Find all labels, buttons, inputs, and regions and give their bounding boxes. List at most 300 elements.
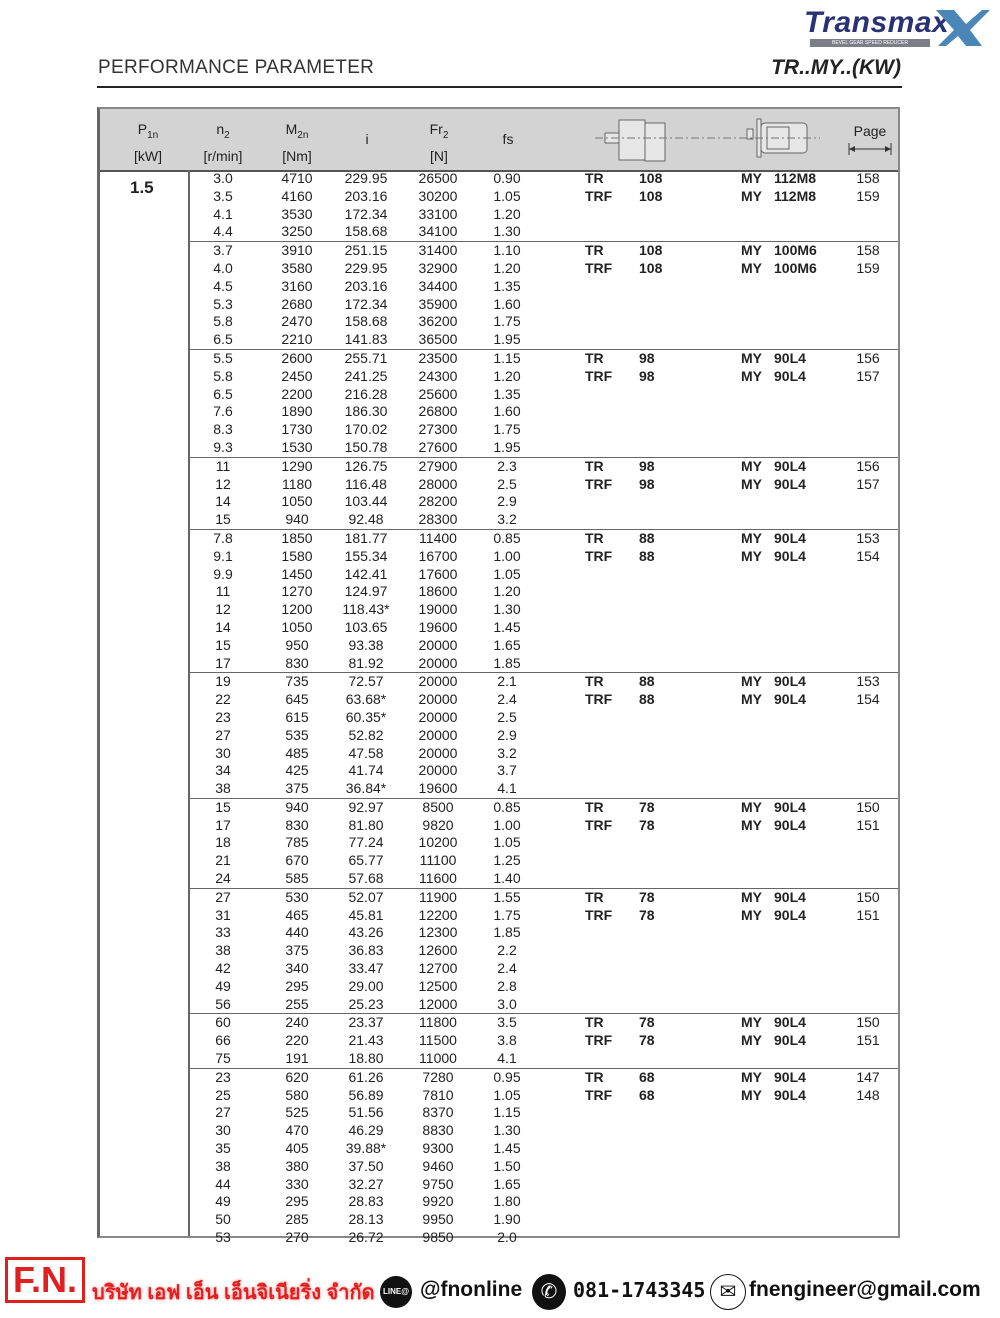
cell-fs: 1.95 <box>493 331 521 348</box>
cell-ratio: 181.77 <box>344 529 388 546</box>
cell-n2: 11 <box>215 457 231 474</box>
table-row <box>188 1069 898 1087</box>
cell-fs: 1.35 <box>493 277 521 294</box>
cell-ratio: 32.27 <box>348 1175 384 1192</box>
motor-model: 90L4 <box>774 691 806 708</box>
motor-type: MY <box>741 906 762 923</box>
table-row <box>188 817 898 835</box>
cell-n2: 7.6 <box>213 403 233 420</box>
cell-fr2: 28300 <box>418 511 458 528</box>
table-row <box>188 601 898 619</box>
cell-fs: 1.20 <box>493 259 521 276</box>
cell-n2: 3.0 <box>213 170 233 186</box>
motor-type: MY <box>741 673 762 690</box>
cell-fs: 1.45 <box>493 1140 521 1157</box>
table-row <box>188 996 898 1014</box>
reducer-size: 88 <box>639 691 655 708</box>
cell-fr2: 7810 <box>422 1086 454 1103</box>
col-page: Page <box>853 123 887 139</box>
cell-m2n: 2450 <box>281 367 313 384</box>
table-row <box>188 403 898 421</box>
table-row <box>188 1104 898 1122</box>
page-link[interactable]: 156 <box>856 349 880 366</box>
page-link[interactable]: 150 <box>856 1014 880 1031</box>
cell-m2n: 340 <box>285 960 309 977</box>
ratio-group <box>188 799 898 889</box>
cell-n2: 15 <box>215 511 231 528</box>
cell-ratio: 56.89 <box>348 1086 384 1103</box>
cell-fr2: 8370 <box>422 1104 454 1121</box>
cell-fr2: 26500 <box>418 170 458 186</box>
cell-n2: 35 <box>215 1140 231 1157</box>
cell-ratio: 63.68* <box>345 691 387 708</box>
reducer-type: TR <box>585 1068 604 1085</box>
cell-m2n: 295 <box>285 1193 309 1210</box>
table-row <box>188 548 898 566</box>
reducer-size: 78 <box>639 1014 655 1031</box>
cell-n2: 44 <box>215 1175 231 1192</box>
table-row <box>188 170 898 188</box>
cell-m2n: 470 <box>285 1122 309 1139</box>
cell-n2: 22 <box>215 691 231 708</box>
col-p1n: $P_{1n}$ [kW] <box>134 121 162 164</box>
line-icon: LINE@ <box>380 1276 412 1308</box>
cell-ratio: 23.37 <box>348 1014 384 1031</box>
cell-m2n: 530 <box>285 888 309 905</box>
cell-n2: 27 <box>215 888 231 905</box>
reducer-size: 108 <box>639 170 663 186</box>
cell-m2n: 1450 <box>281 565 313 582</box>
cell-m2n: 670 <box>285 852 309 869</box>
page-link[interactable]: 156 <box>856 457 880 474</box>
cell-n2: 14 <box>215 493 231 510</box>
cell-m2n: 3160 <box>281 277 313 294</box>
motor-type: MY <box>741 888 762 905</box>
table-row <box>188 331 898 349</box>
table-row <box>188 907 898 925</box>
cell-m2n: 255 <box>285 995 309 1012</box>
cell-n2: 3.7 <box>213 242 233 259</box>
reducer-type: TRF <box>585 475 613 492</box>
cell-ratio: 186.30 <box>344 403 388 420</box>
table-row <box>188 655 898 673</box>
cell-ratio: 36.84* <box>345 780 387 797</box>
cell-m2n: 4710 <box>281 170 313 186</box>
cell-fs: 1.65 <box>493 636 521 653</box>
cell-m2n: 620 <box>285 1068 309 1085</box>
reducer-type: TR <box>585 529 604 546</box>
cell-fr2: 35900 <box>418 295 458 312</box>
motor-type: MY <box>741 187 762 204</box>
page-link[interactable]: 150 <box>856 888 880 905</box>
cell-n2: 49 <box>215 1193 231 1210</box>
cell-ratio: 25.23 <box>348 995 384 1012</box>
cell-fr2: 20000 <box>418 726 458 743</box>
cell-n2: 6.5 <box>213 385 233 402</box>
reducer-type: TRF <box>585 1032 613 1049</box>
motor-type: MY <box>741 529 762 546</box>
page-link[interactable]: 153 <box>856 673 880 690</box>
cell-ratio: 61.26 <box>348 1068 384 1085</box>
reducer-type: TR <box>585 888 604 905</box>
cell-n2: 12 <box>215 601 231 618</box>
cell-fr2: 17600 <box>418 565 458 582</box>
cell-ratio: 47.58 <box>348 744 384 761</box>
cell-fs: 1.75 <box>493 906 521 923</box>
cell-n2: 4.5 <box>213 277 233 294</box>
cell-n2: 49 <box>215 977 231 994</box>
cell-fs: 1.45 <box>493 618 521 635</box>
cell-n2: 27 <box>215 726 231 743</box>
table-row <box>188 960 898 978</box>
motor-model: 90L4 <box>774 529 806 546</box>
cell-n2: 9.9 <box>213 565 233 582</box>
reducer-size: 98 <box>639 457 655 474</box>
cell-n2: 25 <box>215 1086 231 1103</box>
reducer-type: TR <box>585 170 604 186</box>
cell-ratio: 72.57 <box>348 673 384 690</box>
phone-number[interactable]: 081-1743345 <box>573 1278 706 1302</box>
cell-m2n: 1730 <box>281 421 313 438</box>
cell-fr2: 32900 <box>418 259 458 276</box>
motor-type: MY <box>741 1086 762 1103</box>
cell-ratio: 81.80 <box>348 816 384 833</box>
cell-n2: 12 <box>215 475 231 492</box>
cell-fs: 2.5 <box>497 708 517 725</box>
motor-type: MY <box>741 816 762 833</box>
email-address[interactable]: fnengineer@gmail.com <box>749 1278 981 1301</box>
motor-model: 90L4 <box>774 1086 806 1103</box>
reducer-size: 78 <box>639 798 655 815</box>
cell-ratio: 52.07 <box>348 888 384 905</box>
cell-fs: 1.30 <box>493 1122 521 1139</box>
cell-n2: 9.1 <box>213 547 233 564</box>
cell-m2n: 645 <box>285 691 309 708</box>
motor-type: MY <box>741 259 762 276</box>
cell-fr2: 26800 <box>418 403 458 420</box>
motor-model: 90L4 <box>774 457 806 474</box>
cell-fs: 2.4 <box>497 960 517 977</box>
cell-fs: 1.75 <box>493 421 521 438</box>
cell-ratio: 46.29 <box>348 1122 384 1139</box>
cell-n2: 21 <box>215 852 231 869</box>
cell-m2n: 375 <box>285 780 309 797</box>
reducer-type: TR <box>585 798 604 815</box>
page-link[interactable]: 151 <box>856 906 880 923</box>
motor-model: 90L4 <box>774 798 806 815</box>
model-code: TR..MY..(KW) <box>771 56 901 79</box>
motor-model: 90L4 <box>774 367 806 384</box>
table-row <box>188 834 898 852</box>
cell-fr2: 25600 <box>418 385 458 402</box>
cell-m2n: 585 <box>285 870 309 887</box>
motor-model: 100M6 <box>774 259 817 276</box>
cell-m2n: 830 <box>285 816 309 833</box>
page-arrow-icon <box>848 143 892 155</box>
page-link[interactable]: 159 <box>856 187 880 204</box>
reducer-type: TRF <box>585 187 613 204</box>
page-link[interactable]: 154 <box>856 547 880 564</box>
motor-model: 90L4 <box>774 475 806 492</box>
cell-fs: 1.15 <box>493 1104 521 1121</box>
cell-fr2: 9750 <box>422 1175 454 1192</box>
motor-type: MY <box>741 798 762 815</box>
gearbox-motor-diagram-icon <box>595 115 825 165</box>
cell-fs: 0.90 <box>493 170 521 186</box>
reducer-type: TR <box>585 1014 604 1031</box>
cell-m2n: 380 <box>285 1157 309 1174</box>
cell-fs: 2.9 <box>497 726 517 743</box>
cell-fs: 2.5 <box>497 475 517 492</box>
page-link[interactable]: 150 <box>856 798 880 815</box>
cell-fs: 3.8 <box>497 1032 517 1049</box>
cell-m2n: 191 <box>285 1050 309 1067</box>
cell-m2n: 485 <box>285 744 309 761</box>
cell-fs: 1.85 <box>493 924 521 941</box>
cell-ratio: 255.71 <box>344 349 388 366</box>
cell-fr2: 11400 <box>419 529 457 546</box>
page-link[interactable]: 158 <box>856 170 880 186</box>
cell-fr2: 12000 <box>418 995 458 1012</box>
power-value: 1.5 <box>130 178 154 197</box>
cell-m2n: 220 <box>285 1032 309 1049</box>
cell-n2: 38 <box>215 780 231 797</box>
cell-fr2: 27300 <box>418 421 458 438</box>
ratio-group <box>188 1069 898 1247</box>
table-row <box>188 223 898 241</box>
table-row <box>188 1158 898 1176</box>
page-link[interactable]: 148 <box>856 1086 880 1103</box>
motor-type: MY <box>741 367 762 384</box>
motor-model: 90L4 <box>774 547 806 564</box>
cell-fs: 1.05 <box>493 187 521 204</box>
cell-ratio: 81.92 <box>348 654 384 671</box>
motor-model: 90L4 <box>774 1068 806 1085</box>
cell-n2: 38 <box>215 942 231 959</box>
cell-ratio: 65.77 <box>348 852 384 869</box>
reducer-type: TRF <box>585 547 613 564</box>
table-row <box>188 727 898 745</box>
reducer-size: 98 <box>639 367 655 384</box>
cell-fs: 1.55 <box>493 888 521 905</box>
cell-fs: 3.2 <box>497 511 517 528</box>
cell-n2: 17 <box>215 816 231 833</box>
cell-n2: 23 <box>215 708 231 725</box>
table-row <box>188 206 898 224</box>
cell-ratio: 103.65 <box>344 618 388 635</box>
cell-m2n: 2210 <box>281 331 313 348</box>
line-id[interactable]: @fnonline <box>420 1278 523 1301</box>
cell-n2: 4.0 <box>213 259 233 276</box>
cell-fs: 2.0 <box>497 1229 517 1246</box>
cell-n2: 14 <box>215 618 231 635</box>
table-row <box>188 260 898 278</box>
cell-ratio: 229.95 <box>344 259 388 276</box>
cell-n2: 23 <box>215 1068 231 1085</box>
cell-fs: 1.25 <box>493 852 521 869</box>
cell-fs: 0.85 <box>493 798 521 815</box>
col-fs: fs <box>502 131 514 147</box>
cell-fr2: 20000 <box>418 654 458 671</box>
cell-ratio: 103.44 <box>344 493 388 510</box>
motor-model: 90L4 <box>774 1014 806 1031</box>
cell-n2: 24 <box>215 870 231 887</box>
page-link[interactable]: 158 <box>856 242 880 259</box>
reducer-size: 78 <box>639 888 655 905</box>
cell-fs: 1.05 <box>493 565 521 582</box>
cell-fs: 4.1 <box>497 780 517 797</box>
ratio-group <box>188 889 898 1015</box>
reducer-size: 98 <box>639 349 655 366</box>
cell-fr2: 10200 <box>418 834 458 851</box>
cell-fs: 1.80 <box>493 1193 521 1210</box>
table-row <box>188 1122 898 1140</box>
cell-fr2: 11600 <box>419 870 457 887</box>
cell-fr2: 27900 <box>418 457 458 474</box>
cell-n2: 9.3 <box>213 438 233 455</box>
table-row <box>188 942 898 960</box>
cell-ratio: 92.48 <box>348 511 384 528</box>
table-row <box>188 583 898 601</box>
cell-fr2: 12500 <box>418 977 458 994</box>
cell-m2n: 580 <box>285 1086 309 1103</box>
cell-fs: 1.20 <box>493 205 521 222</box>
cell-n2: 8.3 <box>213 421 233 438</box>
reducer-size: 68 <box>639 1068 655 1085</box>
cell-ratio: 60.35* <box>345 708 387 725</box>
table-row <box>188 637 898 655</box>
cell-ratio: 155.34 <box>344 547 388 564</box>
cell-fs: 1.20 <box>493 583 521 600</box>
cell-fs: 0.95 <box>493 1068 521 1085</box>
table-row <box>188 421 898 439</box>
table-row <box>188 619 898 637</box>
page-link[interactable]: 147 <box>856 1068 880 1085</box>
cell-fr2: 27600 <box>418 438 458 455</box>
cell-fs: 2.2 <box>497 942 517 959</box>
cell-ratio: 118.43* <box>342 601 390 618</box>
col-n2: $n_2$ [r/min] <box>203 121 243 164</box>
reducer-size: 98 <box>639 475 655 492</box>
cell-m2n: 1850 <box>281 529 313 546</box>
page-link[interactable]: 151 <box>856 1032 880 1049</box>
cell-ratio: 203.16 <box>344 187 388 204</box>
table-row <box>188 566 898 584</box>
table-row <box>188 1211 898 1229</box>
cell-fr2: 8500 <box>422 798 454 815</box>
page-link[interactable]: 157 <box>856 475 880 492</box>
cell-m2n: 425 <box>285 762 309 779</box>
cell-fs: 1.60 <box>493 295 521 312</box>
cell-m2n: 270 <box>285 1229 309 1246</box>
cell-m2n: 285 <box>285 1211 309 1228</box>
page-link[interactable]: 153 <box>856 529 880 546</box>
table-row <box>188 1032 898 1050</box>
cell-fs: 1.30 <box>493 601 521 618</box>
cell-fs: 1.05 <box>493 1086 521 1103</box>
cell-n2: 56 <box>215 995 231 1012</box>
cell-n2: 3.5 <box>213 187 233 204</box>
page-link[interactable]: 157 <box>856 367 880 384</box>
table-row <box>188 799 898 817</box>
reducer-size: 108 <box>639 242 663 259</box>
motor-type: MY <box>741 1032 762 1049</box>
page-title: PERFORMANCE PARAMETER <box>98 57 375 78</box>
cell-fr2: 36500 <box>418 331 458 348</box>
cell-n2: 7.8 <box>213 529 233 546</box>
motor-model: 90L4 <box>774 906 806 923</box>
cell-fr2: 8830 <box>422 1122 454 1139</box>
page-link[interactable]: 159 <box>856 259 880 276</box>
motor-type: MY <box>741 1068 762 1085</box>
cell-ratio: 28.13 <box>348 1211 384 1228</box>
cell-fs: 1.95 <box>493 438 521 455</box>
cell-n2: 34 <box>215 762 231 779</box>
cell-ratio: 18.80 <box>348 1050 384 1067</box>
reducer-size: 88 <box>639 529 655 546</box>
motor-type: MY <box>741 457 762 474</box>
motor-type: MY <box>741 547 762 564</box>
cell-ratio: 29.00 <box>348 977 384 994</box>
table-row <box>188 493 898 511</box>
cell-fs: 3.7 <box>497 762 517 779</box>
reducer-size: 78 <box>639 816 655 833</box>
cell-fs: 3.2 <box>497 744 517 761</box>
col-i: i <box>365 131 369 147</box>
cell-fr2: 12200 <box>418 906 458 923</box>
table-row <box>188 1176 898 1194</box>
table-row <box>188 476 898 494</box>
cell-n2: 38 <box>215 1157 231 1174</box>
cell-fr2: 16700 <box>418 547 458 564</box>
reducer-size: 88 <box>639 673 655 690</box>
reducer-type: TRF <box>585 1086 613 1103</box>
cell-n2: 19 <box>215 673 231 690</box>
cell-fr2: 24300 <box>418 367 458 384</box>
motor-model: 90L4 <box>774 1032 806 1049</box>
ratio-group <box>188 458 898 530</box>
cell-m2n: 830 <box>285 654 309 671</box>
cell-n2: 53 <box>215 1229 231 1246</box>
table-row <box>188 313 898 331</box>
email-icon: ✉ <box>710 1274 746 1310</box>
motor-model: 112M8 <box>774 187 817 204</box>
page-link[interactable]: 151 <box>856 816 880 833</box>
cell-fr2: 12700 <box>418 960 458 977</box>
cell-ratio: 26.72 <box>348 1229 384 1246</box>
cell-fr2: 18600 <box>418 583 458 600</box>
motor-model: 90L4 <box>774 673 806 690</box>
cell-fr2: 9950 <box>422 1211 454 1228</box>
table-row <box>188 188 898 206</box>
reducer-type: TRF <box>585 259 613 276</box>
table-row <box>188 511 898 529</box>
cell-n2: 27 <box>215 1104 231 1121</box>
cell-ratio: 43.26 <box>348 924 384 941</box>
cell-m2n: 2470 <box>281 313 313 330</box>
reducer-size: 108 <box>639 187 663 204</box>
cell-n2: 5.8 <box>213 367 233 384</box>
cell-fs: 1.75 <box>493 313 521 330</box>
cell-ratio: 158.68 <box>344 223 388 240</box>
fn-logo: F.N. <box>5 1257 85 1303</box>
cell-fr2: 28200 <box>418 493 458 510</box>
cell-m2n: 1580 <box>281 547 313 564</box>
table-row <box>188 1193 898 1211</box>
page-link[interactable]: 154 <box>856 691 880 708</box>
table-row <box>188 852 898 870</box>
cell-n2: 50 <box>215 1211 231 1228</box>
